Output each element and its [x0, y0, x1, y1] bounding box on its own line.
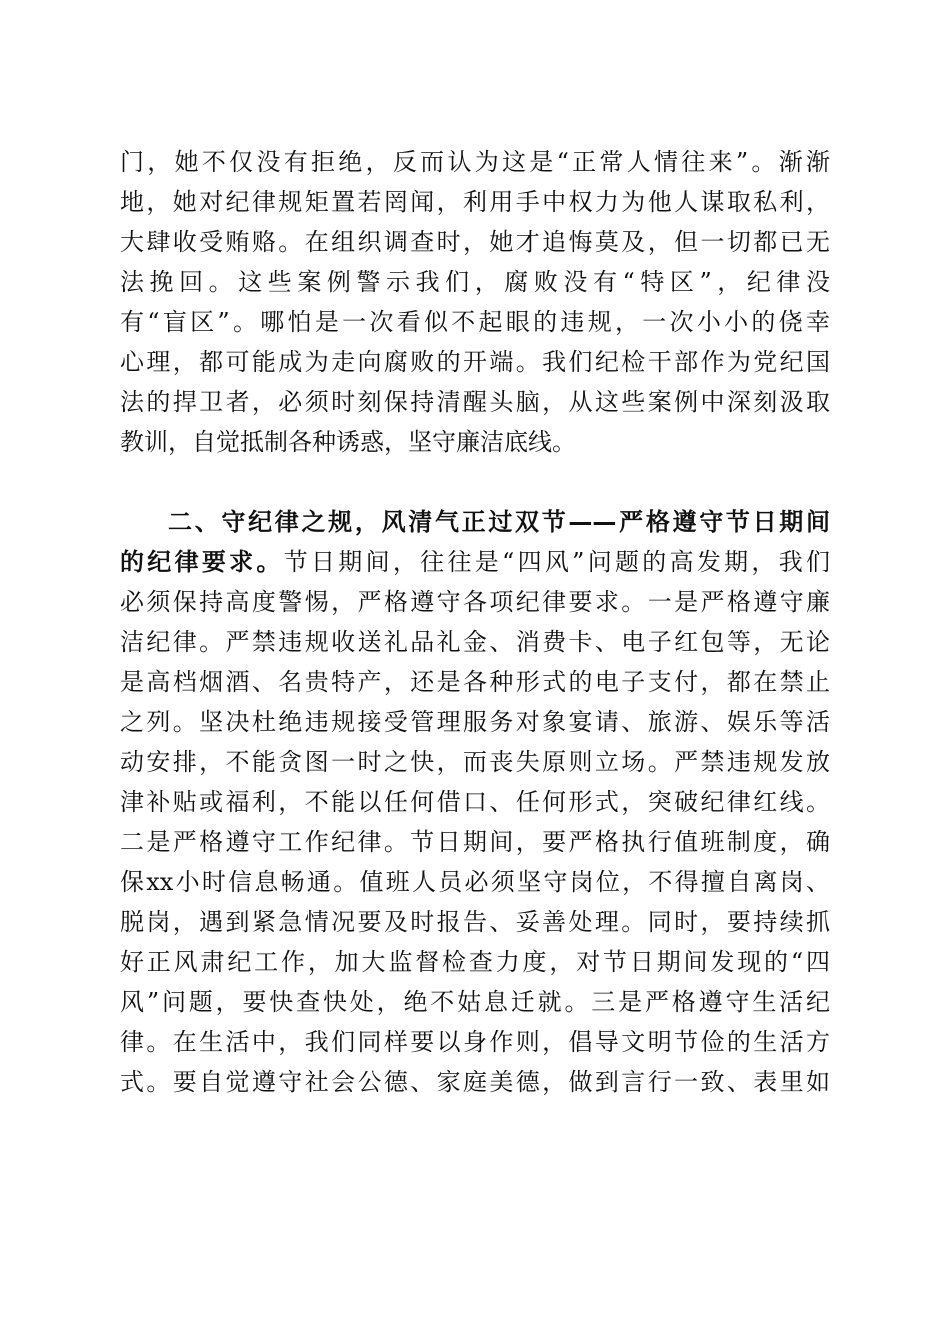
text-line: 式。要自觉遵守社会公德、家庭美德，做到言行一致、表里如: [120, 1068, 830, 1096]
text-line: 洁纪律。严禁违规收送礼品礼金、消费卡、电子红包等，无论: [120, 628, 830, 656]
section-heading-end: 的纪律要求。: [120, 548, 284, 576]
text-line: 二是严格遵守工作纪律。节日期间，要严格执行值班制度，确: [120, 828, 830, 856]
body-paragraph-2: [120, 502, 830, 1102]
text-line: 津补贴或福利，不能以任何借口、任何形式，突破纪律红线。: [120, 788, 830, 816]
body-paragraph-1: [120, 142, 830, 462]
text-line: 必须保持高度警惕，严格遵守各项纪律要求。一是严格遵守廉: [120, 588, 830, 616]
text-line: 律。在生活中，我们同样要以身作则，倡导文明节俭的生活方: [120, 1028, 830, 1056]
text-line: 有“盲区”。哪怕是一次看似不起眼的违规，一次小小的侥幸: [120, 308, 830, 336]
text-line: 门，她不仅没有拒绝，反而认为这是“正常人情往来”。渐渐: [120, 148, 830, 176]
section-heading: 二、守纪律之规，风清气正过双节——严格遵守节日期间: [168, 508, 830, 536]
text-line-with-heading: [120, 542, 830, 582]
text-line: 法挽回。这些案例警示我们，腐败没有“特区”，纪律没: [120, 268, 830, 296]
text-line-rest: 节日期间，往往是“四风”问题的高发期，我们: [283, 548, 830, 576]
text-line: 是高档烟酒、名贵特产，还是各种形式的电子支付，都在禁止: [120, 668, 830, 696]
text-line: 教训，自觉抵制各种诱惑，坚守廉洁底线。: [120, 428, 576, 456]
text-line: 之列。坚决杜绝违规接受管理服务对象宴请、旅游、娱乐等活: [120, 708, 830, 736]
text-line: 心理，都可能成为走向腐败的开端。我们纪检干部作为党纪国: [120, 348, 830, 376]
text-line: 法的捍卫者，必须时刻保持清醒头脑，从这些案例中深刻汲取: [120, 388, 830, 416]
text-line: 地，她对纪律规矩置若罔闻，利用手中权力为他人谋取私利，: [120, 188, 830, 216]
text-line: 好正风肃纪工作，加大监督检查力度，对节日期间发现的“四: [120, 948, 830, 976]
text-line: 脱岗，遇到紧急情况要及时报告、妥善处理。同时，要持续抓: [120, 908, 830, 936]
text-line: 风”问题，要快查快处，绝不姑息迁就。三是严格遵守生活纪: [120, 988, 830, 1016]
text-line: 大肆收受贿赂。在组织调查时，她才追悔莫及，但一切都已无: [120, 228, 830, 256]
text-line: 保xx小时信息畅通。值班人员必须坚守岗位，不得擅自离岗、: [120, 868, 830, 896]
text-line: 动安排，不能贪图一时之快，而丧失原则立场。严禁违规发放: [120, 748, 830, 776]
